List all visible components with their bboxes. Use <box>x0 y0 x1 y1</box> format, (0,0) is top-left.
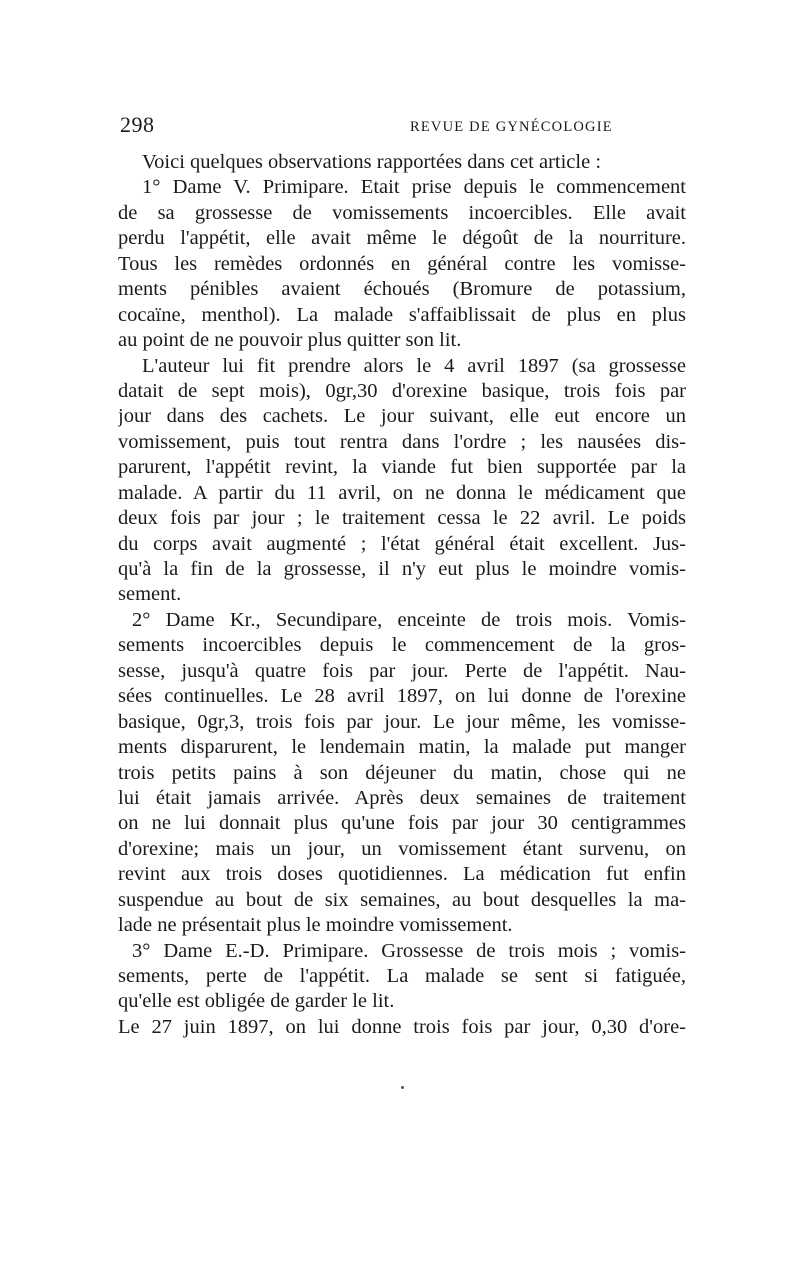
text-line: datait de sept mois), 0gr,30 d'orexine basique, trois fois par <box>118 379 686 402</box>
print-speck <box>401 1086 404 1089</box>
text-line: Tous les remèdes ordonnés en général contre les vomisse- <box>118 252 686 275</box>
text-line: trois petits pains à son déjeuner du matin, chose qui ne <box>118 761 686 784</box>
text-line: Le 27 juin 1897, on lui donne trois fois par jour, 0,30 d'ore- <box>118 1015 686 1038</box>
text-line: qu'à la fin de la grossesse, il n'y eut plus le moindre vomis- <box>118 558 686 580</box>
text-line: cocaïne, menthol). La malade s'affaiblissait de plus en plus <box>118 303 686 326</box>
text-line: au point de ne pouvoir plus quitter son lit. <box>118 329 462 352</box>
text-line: sements incoercibles depuis le commencement de la gros- <box>118 634 686 657</box>
text-line: du corps avait augmenté ; l'état général était excellent. Jus- <box>118 532 686 555</box>
text-line: parurent, l'appétit revint, la viande fut bien supportée par la <box>118 456 686 479</box>
text-line: revint aux trois doses quotidiennes. La médication fut enfin <box>118 863 686 886</box>
text-line: perdu l'appétit, elle avait même le dégoût de la nourriture. <box>118 227 686 250</box>
text-line: L'auteur lui fit prendre alors le 4 avril 1897 (sa grossesse <box>142 354 686 377</box>
text-line: jour dans des cachets. Le jour suivant, elle eut encore un <box>118 405 686 428</box>
text-line: sement. <box>118 583 182 606</box>
text-line: d'orexine; mais un jour, un vomissement étant survenu, on <box>118 837 686 860</box>
body-text <box>118 150 686 1040</box>
text-line: sements, perte de l'appétit. La malade se sent si fatiguée, <box>118 965 686 987</box>
page-header <box>120 112 680 142</box>
text-line: vomissement, puis tout rentra dans l'ordre ; les nausées dis- <box>118 430 686 453</box>
text-line: 3° Dame E.-D. Primipare. Grossesse de trois mois ; vomis- <box>132 939 686 962</box>
text-line: Voici quelques observations rapportées dans cet article : <box>142 151 602 173</box>
text-line: ments pénibles avaient échoués (Bromure de potassium, <box>118 278 686 301</box>
text-line: deux fois par jour ; le traitement cessa le 22 avril. Le poids <box>118 507 686 530</box>
text-line: suspendue au bout de six semaines, au bout desquelles la ma- <box>118 888 686 911</box>
text-line: malade. A partir du 11 avril, on ne donna le médicament que <box>118 481 686 504</box>
text-line: on ne lui donnait plus qu'une fois par jour 30 centigrammes <box>118 812 686 835</box>
text-line: qu'elle est obligée de garder le lit. <box>118 990 395 1013</box>
text-line: de sa grossesse de vomissements incoercibles. Elle avait <box>118 201 686 224</box>
text-line: 1° Dame V. Primipare. Etait prise depuis le commencement <box>142 176 686 199</box>
running-title: REVUE DE GYNÉCOLOGIE <box>410 119 613 135</box>
text-line: 2° Dame Kr., Secundipare, enceinte de trois mois. Vomis- <box>132 608 686 631</box>
text-line: lui était jamais arrivée. Après deux semaines de traitement <box>118 786 686 809</box>
text-line: lade ne présentait plus le moindre vomissement. <box>118 914 513 937</box>
text-line: sesse, jusqu'à quatre fois par jour. Perte de l'appétit. Nau- <box>118 659 686 682</box>
text-line: sées continuelles. Le 28 avril 1897, on lui donne de l'orexine <box>118 685 686 708</box>
page-number: 298 <box>120 112 155 137</box>
text-line: ments disparurent, le lendemain matin, la malade put manger <box>118 736 686 759</box>
text-line: basique, 0gr,3, trois fois par jour. Le jour même, les vomisse- <box>118 710 686 733</box>
